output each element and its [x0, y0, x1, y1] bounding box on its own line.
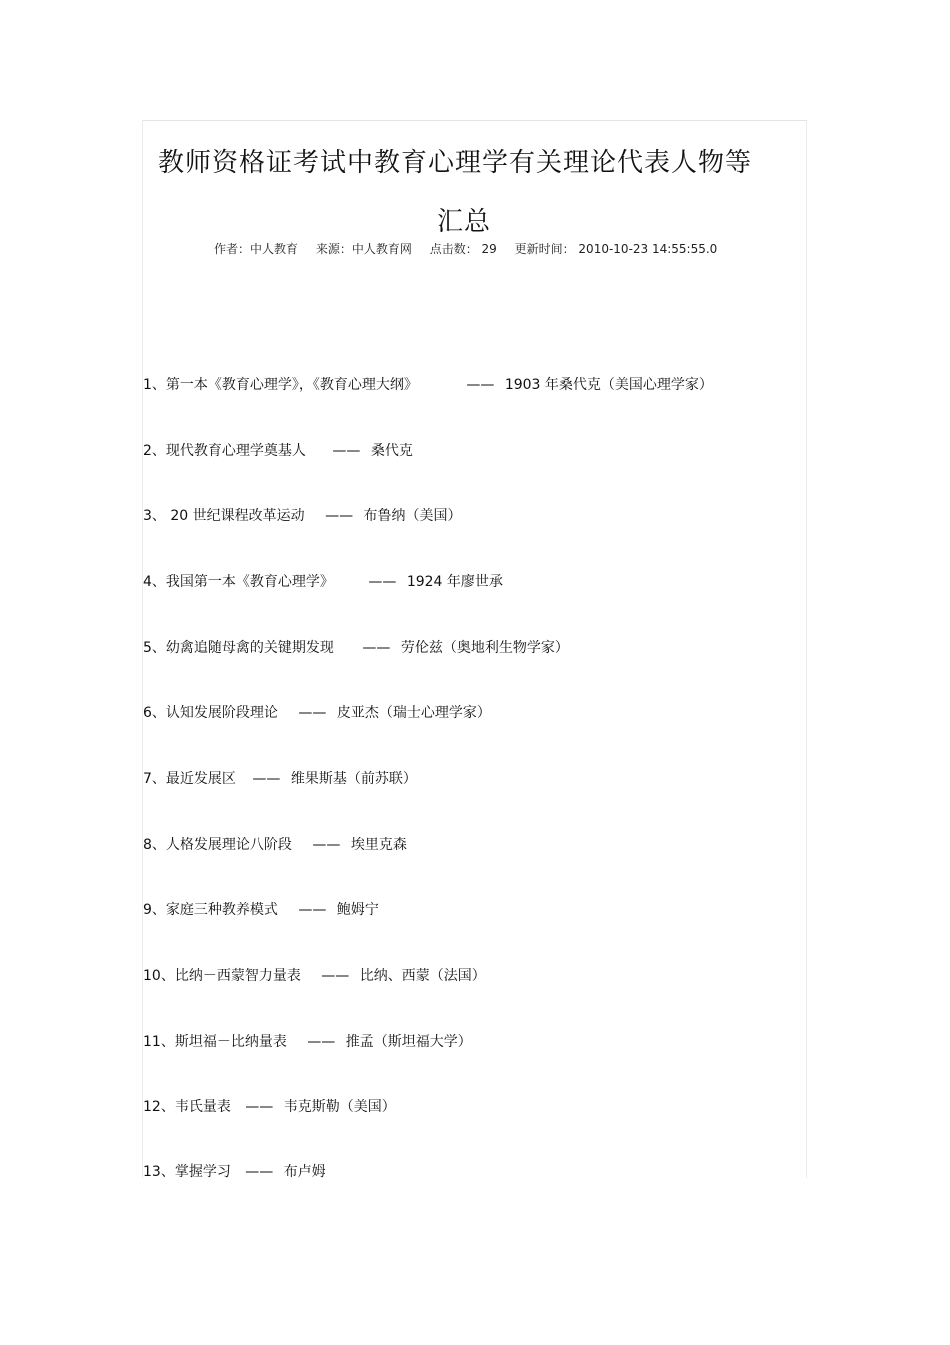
item-dash: —— — [245, 1164, 274, 1180]
item-subject: 3、 20 世纪课程改革运动 — [143, 508, 305, 524]
meta-author: 作者：中人教育 — [214, 242, 299, 256]
item-person: 布鲁纳（美国） — [363, 508, 462, 524]
item-dash: —— — [466, 377, 495, 393]
list-item — [143, 374, 713, 394]
item-person: 埃里克森 — [350, 837, 407, 853]
item-person: 推孟（斯坦福大学） — [345, 1034, 472, 1050]
list-item — [143, 702, 491, 722]
list-item — [143, 571, 503, 591]
item-dash: —— — [307, 1034, 336, 1050]
item-subject: 1、第一本《教育心理学》，《教育心理大纲》 — [143, 377, 418, 393]
item-subject: 5、幼禽追随母禽的关键期发现 — [143, 640, 334, 656]
item-person: 维果斯基（前苏联） — [290, 771, 417, 787]
item-dash: —— — [298, 902, 327, 918]
item-person: 布卢姆 — [283, 1164, 326, 1180]
item-person: 皮亚杰（瑞士心理学家） — [336, 705, 491, 721]
item-subject: 8、人格发展理论八阶段 — [143, 837, 292, 853]
item-person: 鲍姆宁 — [336, 902, 379, 918]
list-item — [143, 1031, 472, 1051]
meta-source: 来源：中人教育网 — [315, 242, 412, 256]
item-person: 1903 年桑代克（美国心理学家） — [504, 377, 713, 393]
item-subject: 4、我国第一本《教育心理学》 — [143, 574, 334, 590]
item-subject: 7、最近发展区 — [143, 771, 236, 787]
item-subject: 13、掌握学习 — [143, 1164, 231, 1180]
item-dash: —— — [252, 771, 281, 787]
item-subject: 12、韦氏量表 — [143, 1099, 231, 1115]
item-dash: —— — [245, 1099, 274, 1115]
list-item — [143, 834, 407, 854]
item-subject: 11、斯坦福－比纳量表 — [143, 1034, 287, 1050]
list-item — [143, 440, 413, 460]
item-dash: —— — [321, 968, 350, 984]
item-subject: 10、比纳－西蒙智力量表 — [143, 968, 301, 984]
item-person: 桑代克 — [370, 443, 413, 459]
meta-clicks: 点击数： 29 — [429, 242, 497, 256]
list-item — [143, 899, 379, 919]
item-dash: —— — [312, 837, 341, 853]
item-person: 劳伦兹（奥地利生物学家） — [400, 640, 569, 656]
list-item — [143, 768, 417, 788]
item-dash: —— — [332, 443, 361, 459]
item-subject: 2、现代教育心理学奠基人 — [143, 443, 306, 459]
item-dash: —— — [368, 574, 397, 590]
item-dash: —— — [362, 640, 391, 656]
item-subject: 6、认知发展阶段理论 — [143, 705, 278, 721]
list-item — [143, 637, 569, 657]
list-item — [143, 1161, 326, 1181]
list-item — [143, 505, 462, 525]
item-subject: 9、家庭三种教养模式 — [143, 902, 278, 918]
article-meta — [214, 240, 731, 257]
article-title-line-2: 汇总 — [437, 207, 492, 237]
list-item — [143, 965, 486, 985]
item-dash: —— — [325, 508, 354, 524]
list-item — [143, 1096, 396, 1116]
item-dash: —— — [298, 705, 327, 721]
article-title-line-1: 教师资格证考试中教育心理学有关理论代表人物等 — [158, 148, 753, 178]
meta-updated: 更新时间： 2010-10-23 14:55:55.0 — [514, 242, 718, 256]
item-person: 韦克斯勒（美国） — [283, 1099, 396, 1115]
item-person: 比纳、西蒙（法国） — [359, 968, 486, 984]
item-person: 1924 年廖世承 — [406, 574, 503, 590]
